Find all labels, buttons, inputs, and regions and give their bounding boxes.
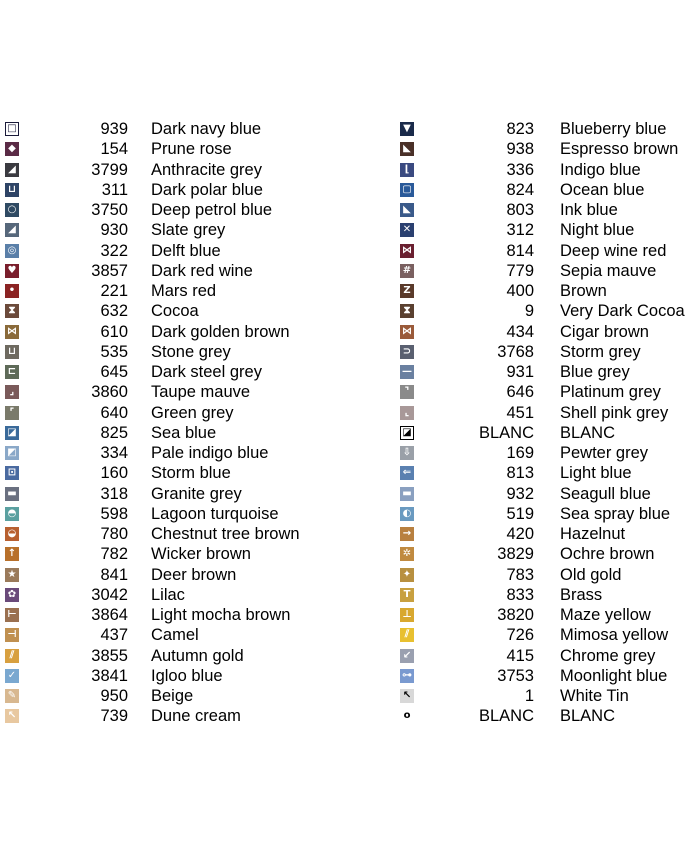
legend-row: [0, 241, 350, 261]
color-number: 3799: [91, 160, 128, 179]
legend-row: [395, 119, 700, 139]
color-number: 782: [100, 545, 128, 564]
symbol-icon: ✦: [400, 568, 414, 582]
color-number: 950: [100, 687, 128, 705]
color-number: 3857: [91, 261, 128, 280]
legend-row: [395, 484, 700, 504]
legend-row: [0, 686, 350, 706]
color-name: Moonlight blue: [560, 666, 668, 685]
symbol-icon: ♥: [5, 264, 19, 278]
color-name: Taupe mauve: [151, 383, 251, 402]
symbol-icon: →: [400, 527, 414, 541]
symbol-icon: ◪: [400, 426, 414, 440]
color-number: 726: [506, 626, 534, 645]
legend-row: [395, 646, 700, 666]
color-number: 451: [506, 403, 534, 422]
color-name: Dark steel grey: [151, 363, 262, 381]
color-number: 824: [506, 180, 534, 199]
legend-row: [395, 241, 700, 261]
legend-row: [395, 443, 700, 463]
symbol-icon: ⊏: [5, 365, 19, 379]
color-name: Deep wine red: [560, 241, 667, 260]
legend-row: [0, 160, 350, 180]
color-number: 610: [100, 322, 128, 341]
color-name: Brass: [560, 585, 603, 604]
legend-row: [0, 403, 350, 423]
legend-row: [395, 301, 700, 321]
legend-row: [395, 585, 700, 605]
color-name: Seagull blue: [560, 484, 651, 503]
legend-row: [395, 139, 700, 159]
color-name: Sea spray blue: [560, 504, 671, 523]
color-number: 632: [100, 302, 128, 321]
color-name: Slate grey: [151, 221, 226, 240]
legend-row: [395, 281, 700, 301]
legend-row: [0, 281, 350, 301]
color-number: 334: [100, 444, 128, 462]
color-name: Light mocha brown: [151, 606, 291, 624]
legend-row: [0, 463, 350, 483]
color-name: Pewter grey: [560, 444, 649, 462]
color-number: 3860: [91, 383, 128, 402]
symbol-icon: ↖: [400, 689, 414, 703]
legend-row: [0, 504, 350, 524]
legend-row: [395, 565, 700, 585]
color-number: 779: [506, 261, 534, 280]
color-number: BLANC: [478, 423, 534, 442]
legend-column-right: [395, 119, 700, 727]
color-name: Old gold: [560, 565, 622, 584]
legend-row: [0, 322, 350, 342]
symbol-icon: ◣: [400, 203, 414, 217]
legend-row: [395, 463, 700, 483]
legend-row: [0, 301, 350, 321]
legend-row: [395, 706, 700, 726]
legend-row: [395, 544, 700, 564]
color-name: Mimosa yellow: [560, 626, 669, 645]
color-name: Ink blue: [560, 201, 618, 219]
color-name: Brown: [560, 282, 607, 300]
legend-row: [0, 382, 350, 402]
color-name: Autumn gold: [151, 646, 244, 665]
color-number: 833: [506, 585, 534, 604]
legend-row: [0, 524, 350, 544]
color-number: 825: [100, 423, 128, 442]
legend-row: [0, 139, 350, 159]
legend-row: [0, 180, 350, 200]
color-name: Maze yellow: [560, 606, 651, 624]
color-name: Chestnut tree brown: [151, 525, 300, 543]
symbol-icon: ◢: [5, 223, 19, 237]
symbol-icon: ⊢: [5, 608, 19, 622]
symbol-icon: ⊔: [5, 183, 19, 197]
legend-row: [395, 403, 700, 423]
color-number: 415: [506, 646, 534, 665]
symbol-icon: ✿: [5, 588, 19, 602]
symbol-icon: #: [400, 264, 414, 278]
legend-row: [0, 706, 350, 726]
color-name: Platinum grey: [560, 383, 661, 402]
symbol-icon: —: [402, 366, 412, 377]
legend-row: [395, 160, 700, 180]
color-number: 3750: [91, 201, 128, 219]
color-name: Dark golden brown: [151, 322, 290, 341]
symbol-icon: ◎: [5, 244, 19, 258]
legend-row: [395, 382, 700, 402]
color-name: Ocean blue: [560, 180, 645, 199]
legend-row: [395, 686, 700, 706]
color-number: 9: [524, 302, 534, 321]
color-name: Shell pink grey: [560, 403, 669, 422]
color-name: BLANC: [560, 423, 616, 442]
color-name: Delft blue: [151, 241, 221, 260]
symbol-icon: ✎: [5, 689, 19, 703]
color-name: BLANC: [560, 707, 616, 726]
legend-row: [395, 423, 700, 443]
color-name: Anthracite grey: [151, 160, 262, 179]
symbol-icon: ⧗: [400, 304, 414, 318]
color-number: 400: [506, 282, 534, 300]
color-number: 780: [100, 525, 128, 543]
symbol-icon: ⊔: [5, 345, 19, 359]
legend-row: [395, 362, 700, 382]
color-number: BLANC: [478, 707, 534, 726]
color-number: 318: [100, 484, 128, 503]
color-name: Storm grey: [560, 342, 641, 361]
symbol-icon: ⋈: [7, 325, 17, 337]
color-name: Hazelnut: [560, 525, 626, 543]
color-number: 3829: [497, 545, 534, 564]
symbol-icon: ◆: [5, 142, 19, 156]
color-number: 3042: [91, 585, 128, 604]
color-name: Dark red wine: [151, 261, 253, 280]
color-number: 311: [101, 180, 128, 199]
color-number: 841: [100, 565, 128, 584]
color-number: 813: [506, 464, 534, 483]
symbol-icon: ↖: [5, 709, 19, 723]
legend-row: [395, 504, 700, 524]
color-name: Sea blue: [151, 423, 217, 442]
color-name: Dark polar blue: [151, 180, 263, 199]
color-number: 823: [506, 120, 534, 138]
legend-row: [395, 180, 700, 200]
color-number: 938: [506, 140, 534, 159]
symbol-icon: ◩: [5, 446, 19, 460]
color-name: Beige: [151, 687, 194, 705]
symbol-icon: ↙: [400, 649, 414, 663]
color-number: 814: [506, 241, 534, 260]
legend-row: [395, 342, 700, 362]
color-number: 154: [100, 140, 128, 159]
legend-row: [0, 544, 350, 564]
color-name: Lagoon turquoise: [151, 504, 279, 523]
color-name: Granite grey: [151, 484, 242, 503]
color-number: 336: [506, 160, 534, 179]
color-number: 437: [100, 626, 128, 645]
symbol-icon: ◢: [5, 163, 19, 177]
color-number: 783: [506, 565, 534, 584]
symbol-icon: ⊃: [400, 345, 414, 359]
legend-row: [395, 605, 700, 625]
color-name: Sepia mauve: [560, 261, 657, 280]
legend-row: [0, 342, 350, 362]
color-name: Light blue: [560, 464, 632, 483]
symbol-icon: ▼: [400, 122, 414, 136]
symbol-icon: ↑: [5, 547, 19, 561]
symbol-icon: ⊡: [5, 466, 19, 480]
symbol-icon: ◣: [400, 142, 414, 156]
color-number: 640: [100, 403, 128, 422]
symbol-icon: ⌝: [400, 385, 414, 399]
legend-row: [0, 646, 350, 666]
symbol-icon: ⇩: [400, 446, 414, 460]
color-number: 519: [506, 504, 534, 523]
color-name: Dark navy blue: [151, 120, 262, 138]
legend-row: [395, 625, 700, 645]
legend-row: [395, 524, 700, 544]
color-name: Pale indigo blue: [151, 444, 269, 462]
color-name: Prune rose: [151, 140, 232, 159]
legend-row: [0, 200, 350, 220]
color-number: 739: [100, 707, 128, 726]
legend-row: [0, 362, 350, 382]
symbol-icon: ⇐: [400, 466, 414, 480]
symbol-icon: ✲: [400, 547, 414, 561]
legend-row: [0, 484, 350, 504]
color-number: 169: [506, 444, 534, 462]
legend-row: [0, 565, 350, 585]
legend-row: [395, 261, 700, 281]
legend-column-left: [0, 119, 350, 727]
symbol-icon: ⊶: [402, 669, 412, 681]
legend-row: [0, 605, 350, 625]
color-number: 645: [100, 363, 128, 381]
symbol-icon: ⊥: [400, 608, 414, 622]
color-name: Night blue: [560, 221, 635, 240]
color-name: Green grey: [151, 403, 234, 422]
symbol-icon: •: [5, 284, 19, 298]
color-number: 598: [100, 504, 128, 523]
symbol-icon: ◪: [5, 426, 19, 440]
color-name: Chrome grey: [560, 646, 656, 665]
color-number: 434: [506, 322, 534, 341]
legend-row: [395, 322, 700, 342]
color-name: Deep petrol blue: [151, 201, 273, 219]
color-name: Wicker brown: [151, 545, 251, 564]
color-name: Ochre brown: [560, 545, 655, 564]
symbol-icon: ⧗: [5, 304, 19, 318]
symbol-icon: ◐: [400, 507, 414, 521]
symbol-icon: ✕: [400, 223, 414, 237]
symbol-icon: ✓: [5, 669, 19, 683]
color-number: 646: [506, 383, 534, 402]
color-name: Espresso brown: [560, 140, 679, 159]
color-name: Igloo blue: [151, 666, 223, 685]
color-number: 3864: [91, 606, 128, 624]
color-name: Very Dark Cocoa: [560, 302, 685, 321]
color-number: 3855: [91, 646, 128, 665]
symbol-icon: □: [5, 122, 19, 136]
symbol-icon: ⫽: [5, 649, 19, 663]
color-number: 3820: [497, 606, 534, 624]
symbol-icon: T: [400, 588, 414, 602]
color-name: Camel: [151, 626, 199, 645]
legend-row: [395, 220, 700, 240]
legend-row: [0, 585, 350, 605]
legend-row: [0, 666, 350, 686]
symbol-icon: ▢: [400, 183, 414, 197]
color-number: 221: [100, 282, 128, 300]
legend-row: [0, 443, 350, 463]
color-name: Mars red: [151, 282, 217, 300]
symbol-icon: ⌟: [5, 385, 19, 399]
symbol-icon: ◒: [5, 527, 19, 541]
legend-row: [0, 423, 350, 443]
symbol-icon: ⋈: [402, 244, 412, 256]
symbol-icon: ▬: [5, 487, 19, 501]
color-number: 3768: [497, 342, 534, 361]
symbol-icon: ○: [5, 203, 19, 217]
color-number: 3841: [91, 666, 128, 685]
symbol-icon: ★: [5, 568, 19, 582]
color-number: 420: [506, 525, 534, 543]
legend-row: [0, 261, 350, 281]
color-name: Cocoa: [151, 302, 199, 321]
legend-row: [0, 220, 350, 240]
color-name: Cigar brown: [560, 322, 649, 341]
color-number: 322: [100, 241, 128, 260]
color-number: 930: [100, 221, 128, 240]
legend-row: [0, 119, 350, 139]
color-name: Storm blue: [151, 464, 231, 483]
symbol-icon: Z: [400, 284, 414, 298]
color-name: Indigo blue: [560, 160, 641, 179]
color-number: 803: [506, 201, 534, 219]
color-name: Dune cream: [151, 707, 241, 726]
symbol-icon: ▬: [400, 487, 414, 501]
color-name: Lilac: [151, 585, 185, 604]
symbol-icon: ⋈: [402, 325, 412, 337]
color-name: Blueberry blue: [560, 120, 667, 138]
color-number: 932: [506, 484, 534, 503]
color-number: 1: [524, 687, 534, 705]
color-name: Deer brown: [151, 565, 237, 584]
legend-row: [395, 200, 700, 220]
color-name: White Tin: [560, 687, 629, 705]
symbol-icon: ◓: [5, 507, 19, 521]
color-number: 312: [506, 221, 534, 240]
legend-row: [0, 625, 350, 645]
symbol-icon: ⊣: [5, 628, 19, 642]
color-name: Blue grey: [560, 363, 630, 381]
symbol-icon: ⌊: [400, 163, 414, 177]
symbol-icon: ⫽: [400, 628, 414, 642]
color-number: 939: [100, 120, 128, 138]
color-number: 931: [506, 363, 534, 381]
symbol-icon: ⌜: [5, 406, 19, 420]
color-name: Stone grey: [151, 342, 231, 361]
symbol-icon: ⌞: [400, 406, 414, 420]
legend-row: [395, 666, 700, 686]
color-number: 160: [100, 464, 128, 483]
color-number: 535: [100, 342, 128, 361]
color-number: 3753: [497, 666, 534, 685]
symbol-icon: o: [400, 709, 414, 723]
